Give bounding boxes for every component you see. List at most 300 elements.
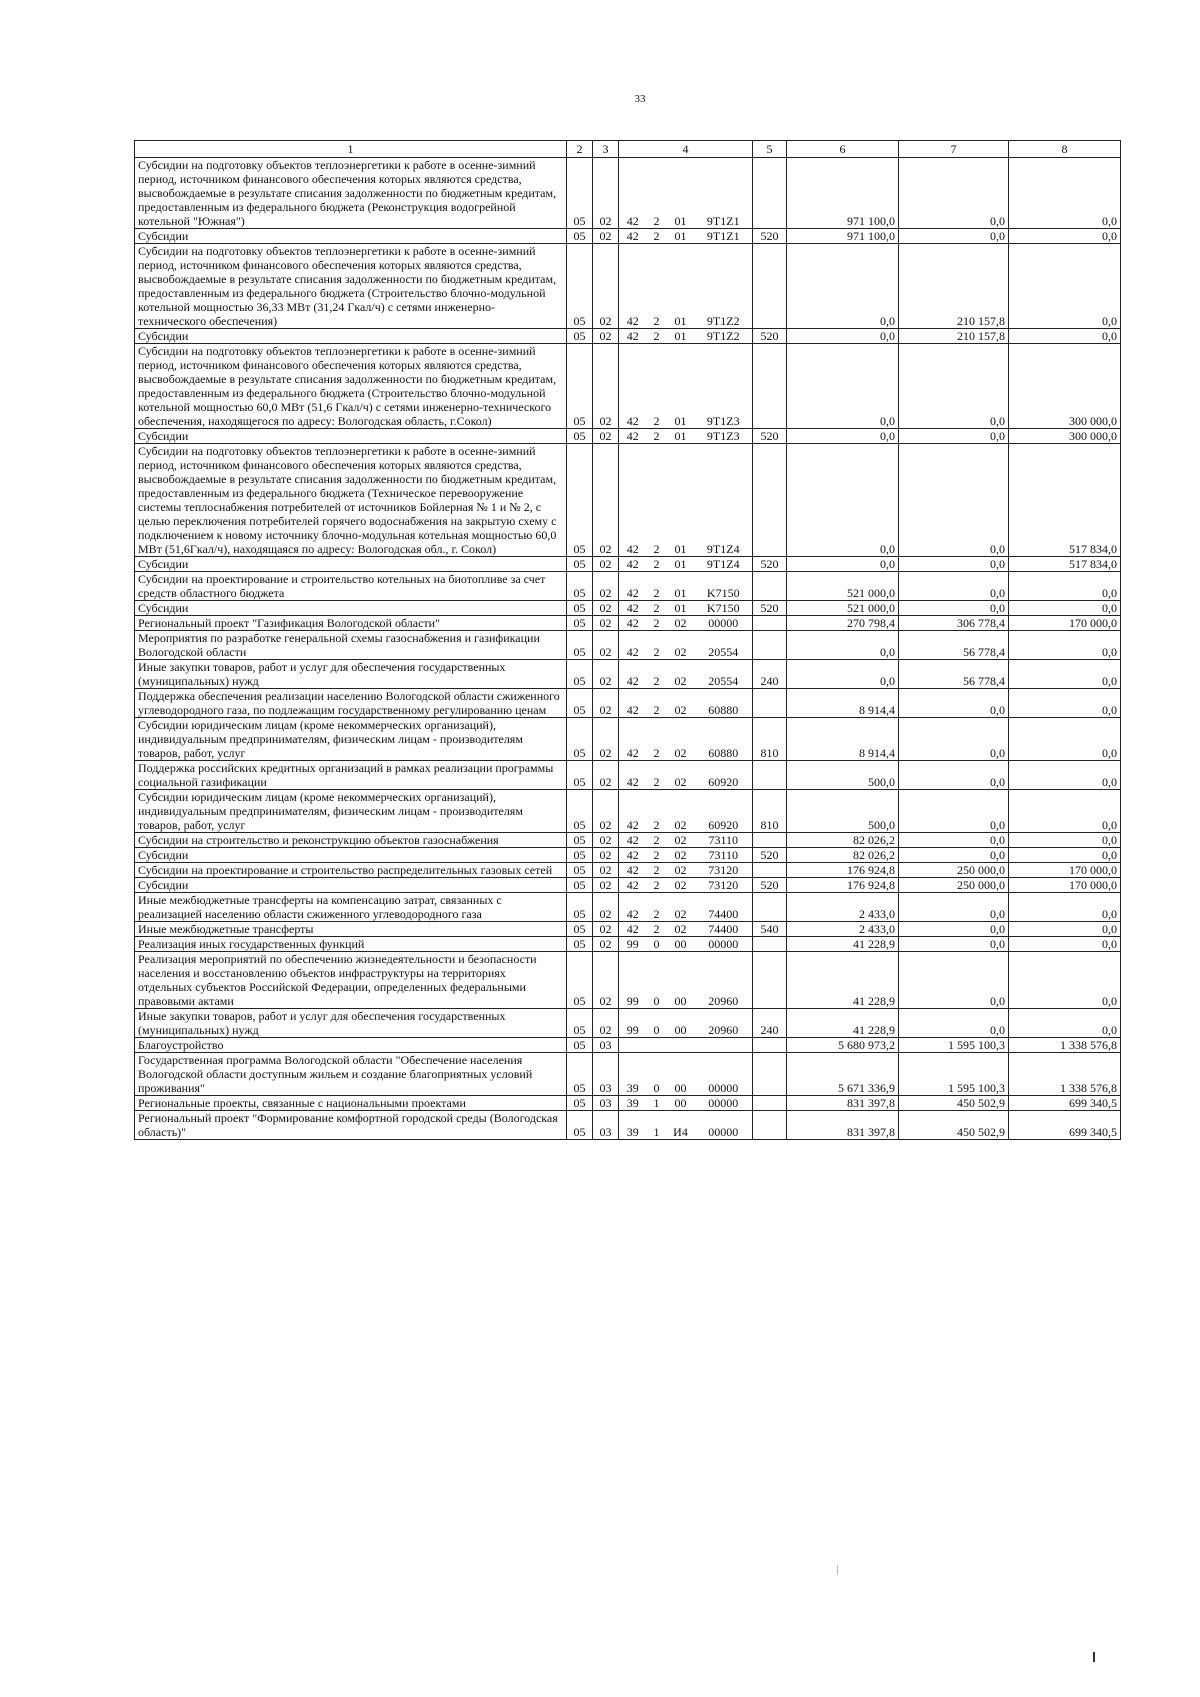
table-row	[135, 718, 1121, 761]
row-name: Реализация иных государственных функций	[135, 937, 567, 952]
row-section: 05	[567, 158, 593, 229]
row-name: Субсидии	[135, 848, 567, 863]
row-expense-type: 520	[753, 878, 787, 893]
row-target-direction: 74400	[695, 893, 753, 922]
row-sum-year2: 210 157,8	[899, 244, 1009, 329]
row-target-event: 02	[667, 631, 695, 660]
row-target-program: 42	[619, 689, 647, 718]
row-subsection: 02	[593, 718, 619, 761]
row-target-event: 00	[667, 1096, 695, 1111]
row-target-event: 00	[667, 952, 695, 1009]
row-target-program: 42	[619, 631, 647, 660]
row-subsection: 02	[593, 937, 619, 952]
row-target-direction: 00000	[695, 1111, 753, 1140]
row-target-subprogram: 2	[647, 429, 667, 444]
row-subsection: 02	[593, 878, 619, 893]
row-target-subprogram: 2	[647, 833, 667, 848]
row-sum-year1: 0,0	[787, 444, 899, 557]
row-target-direction: 20960	[695, 952, 753, 1009]
row-sum-year2: 250 000,0	[899, 863, 1009, 878]
row-section: 05	[567, 878, 593, 893]
row-target-program: 42	[619, 229, 647, 244]
row-subsection: 02	[593, 631, 619, 660]
scan-mark	[837, 1565, 838, 1575]
row-name: Субсидии	[135, 601, 567, 616]
row-sum-year2: 0,0	[899, 952, 1009, 1009]
row-target-subprogram: 2	[647, 229, 667, 244]
row-sum-year3: 0,0	[1009, 1009, 1121, 1038]
row-section: 05	[567, 229, 593, 244]
row-sum-year2: 210 157,8	[899, 329, 1009, 344]
row-target-event: 01	[667, 229, 695, 244]
table-row	[135, 848, 1121, 863]
row-target-direction: 00000	[695, 937, 753, 952]
row-name: Региональные проекты, связанные с национальными проектами	[135, 1096, 567, 1111]
row-target-program: 42	[619, 660, 647, 689]
row-subsection: 02	[593, 660, 619, 689]
row-target-subprogram: 2	[647, 878, 667, 893]
row-subsection: 02	[593, 952, 619, 1009]
row-section: 05	[567, 718, 593, 761]
row-expense-type	[753, 863, 787, 878]
row-sum-year2: 0,0	[899, 833, 1009, 848]
row-subsection: 02	[593, 158, 619, 229]
table-row	[135, 660, 1121, 689]
table-row	[135, 158, 1121, 229]
header-col-8: 8	[1009, 141, 1121, 158]
row-target-direction: 9T1Z4	[695, 557, 753, 572]
row-sum-year3: 0,0	[1009, 922, 1121, 937]
row-sum-year1: 176 924,8	[787, 878, 899, 893]
row-target-event: 02	[667, 893, 695, 922]
row-target-program: 42	[619, 158, 647, 229]
row-target-event: 00	[667, 937, 695, 952]
row-subsection: 02	[593, 229, 619, 244]
scan-mark	[1093, 1652, 1095, 1662]
row-target-direction: 73110	[695, 848, 753, 863]
row-target-subprogram: 2	[647, 848, 667, 863]
row-sum-year3: 0,0	[1009, 833, 1121, 848]
row-subsection: 02	[593, 557, 619, 572]
row-expense-type	[753, 631, 787, 660]
row-sum-year3: 699 340,5	[1009, 1111, 1121, 1140]
row-target-event: 02	[667, 790, 695, 833]
row-subsection: 02	[593, 244, 619, 329]
row-section: 05	[567, 344, 593, 429]
row-name: Поддержка российских кредитных организаций в рамках реализации программы социальной газификации	[135, 761, 567, 790]
header-col-2: 2	[567, 141, 593, 158]
row-expense-type	[753, 344, 787, 429]
row-expense-type	[753, 1096, 787, 1111]
row-section: 05	[567, 572, 593, 601]
row-target-subprogram: 2	[647, 444, 667, 557]
row-target-subprogram: 2	[647, 244, 667, 329]
row-sum-year2: 0,0	[899, 557, 1009, 572]
row-sum-year2: 1 595 100,3	[899, 1038, 1009, 1053]
table-row	[135, 557, 1121, 572]
row-sum-year1: 831 397,8	[787, 1096, 899, 1111]
row-target-program: 42	[619, 922, 647, 937]
row-sum-year3: 0,0	[1009, 329, 1121, 344]
row-sum-year1: 521 000,0	[787, 572, 899, 601]
row-name: Иные закупки товаров, работ и услуг для обеспечения государственных (муниципальных) нужд	[135, 1009, 567, 1038]
row-target-direction: 00000	[695, 1053, 753, 1096]
row-name: Субсидии	[135, 229, 567, 244]
page-number: 33	[634, 93, 646, 105]
row-sum-year1: 0,0	[787, 344, 899, 429]
row-target-subprogram: 2	[647, 689, 667, 718]
row-expense-type	[753, 1038, 787, 1053]
row-subsection: 02	[593, 848, 619, 863]
row-subsection: 02	[593, 893, 619, 922]
row-target-event: 01	[667, 429, 695, 444]
row-target-event: 02	[667, 718, 695, 761]
row-target-subprogram: 1	[647, 1111, 667, 1140]
row-name: Благоустройство	[135, 1038, 567, 1053]
row-sum-year1: 0,0	[787, 329, 899, 344]
row-sum-year3: 0,0	[1009, 848, 1121, 863]
header-col-1: 1	[135, 141, 567, 158]
row-subsection: 03	[593, 1111, 619, 1140]
row-sum-year1: 0,0	[787, 244, 899, 329]
row-target-event: 02	[667, 616, 695, 631]
row-target-subprogram: 2	[647, 660, 667, 689]
row-target-direction: 9T1Z1	[695, 229, 753, 244]
row-sum-year1: 2 433,0	[787, 893, 899, 922]
table-row	[135, 244, 1121, 329]
row-sum-year3: 0,0	[1009, 601, 1121, 616]
row-sum-year3: 0,0	[1009, 790, 1121, 833]
row-sum-year2: 0,0	[899, 158, 1009, 229]
row-target-program: 42	[619, 893, 647, 922]
row-sum-year1: 41 228,9	[787, 952, 899, 1009]
row-sum-year3: 170 000,0	[1009, 878, 1121, 893]
row-sum-year2: 0,0	[899, 790, 1009, 833]
row-sum-year1: 0,0	[787, 660, 899, 689]
row-sum-year3: 0,0	[1009, 761, 1121, 790]
row-target-direction: 73120	[695, 863, 753, 878]
row-target-program: 99	[619, 937, 647, 952]
row-subsection: 02	[593, 761, 619, 790]
row-target-program: 42	[619, 572, 647, 601]
row-target-subprogram: 2	[647, 329, 667, 344]
row-expense-type	[753, 952, 787, 1009]
row-sum-year3: 0,0	[1009, 244, 1121, 329]
row-sum-year1: 971 100,0	[787, 158, 899, 229]
row-expense-type: 520	[753, 329, 787, 344]
row-target-event: 02	[667, 848, 695, 863]
row-expense-type	[753, 1053, 787, 1096]
row-target-event: 01	[667, 444, 695, 557]
row-expense-type: 810	[753, 790, 787, 833]
row-section: 05	[567, 922, 593, 937]
row-expense-type: 540	[753, 922, 787, 937]
row-subsection: 02	[593, 922, 619, 937]
row-name: Субсидии на проектирование и строительство распределительных газовых сетей	[135, 863, 567, 878]
row-name: Субсидии на подготовку объектов теплоэнергетики к работе в осенне-зимний период, источником финансового обеспечения которых являются средства, высвобождаемые в результате списания задолженности по бюджетным кредитам, предоставленным из федерального бюджета (Реконструкция водогрейной котельной "Южная")	[135, 158, 567, 229]
row-sum-year1: 5 671 336,9	[787, 1053, 899, 1096]
row-expense-type	[753, 937, 787, 952]
table-row	[135, 1009, 1121, 1038]
row-target-direction: 9T1Z1	[695, 158, 753, 229]
row-target-subprogram: 2	[647, 557, 667, 572]
row-expense-type: 520	[753, 429, 787, 444]
row-target-direction: 9T1Z3	[695, 429, 753, 444]
row-name: Субсидии	[135, 329, 567, 344]
row-target-program: 99	[619, 1009, 647, 1038]
row-sum-year3: 0,0	[1009, 572, 1121, 601]
row-name: Государственная программа Вологодской области "Обеспечение населения Вологодской области доступным жильем и создание благоприятных условий проживания"	[135, 1053, 567, 1096]
row-sum-year2: 0,0	[899, 429, 1009, 444]
row-sum-year3: 699 340,5	[1009, 1096, 1121, 1111]
row-expense-type	[753, 572, 787, 601]
row-subsection: 02	[593, 790, 619, 833]
row-sum-year1: 41 228,9	[787, 1009, 899, 1038]
row-subsection: 02	[593, 601, 619, 616]
row-target-program: 42	[619, 848, 647, 863]
row-target-subprogram	[647, 1038, 667, 1053]
row-sum-year3: 0,0	[1009, 893, 1121, 922]
row-target-program: 39	[619, 1053, 647, 1096]
row-subsection: 02	[593, 344, 619, 429]
table-row	[135, 1038, 1121, 1053]
row-sum-year2: 0,0	[899, 601, 1009, 616]
row-name: Иные межбюджетные трансферты на компенсацию затрат, связанных с реализацией населению области сжиженного углеводородного газа	[135, 893, 567, 922]
table-row	[135, 878, 1121, 893]
row-section: 05	[567, 429, 593, 444]
row-name: Субсидии	[135, 429, 567, 444]
header-col-7: 7	[899, 141, 1009, 158]
row-target-direction: 73110	[695, 833, 753, 848]
row-expense-type	[753, 616, 787, 631]
row-sum-year1: 500,0	[787, 761, 899, 790]
row-target-program: 42	[619, 790, 647, 833]
row-sum-year2: 56 778,4	[899, 631, 1009, 660]
row-sum-year2: 306 778,4	[899, 616, 1009, 631]
table-row	[135, 229, 1121, 244]
row-sum-year2: 0,0	[899, 718, 1009, 761]
row-section: 05	[567, 790, 593, 833]
row-name: Субсидии на подготовку объектов теплоэнергетики к работе в осенне-зимний период, источником финансового обеспечения которых являются средства, высвобождаемые в результате списания задолженности по бюджетным кредитам, предоставленным из федерального бюджета (Строительство блочно-модульной котельной мощностью 60,0 МВт (51,6 Гкал/ч) с сетями инженерно-технического обеспечения, находящегося по адресу: Вологодская область, г.Сокол)	[135, 344, 567, 429]
row-subsection: 02	[593, 863, 619, 878]
row-expense-type	[753, 158, 787, 229]
row-target-event	[667, 1038, 695, 1053]
row-target-direction: 60920	[695, 761, 753, 790]
row-target-event: 01	[667, 557, 695, 572]
row-target-program	[619, 1038, 647, 1053]
row-sum-year2: 450 502,9	[899, 1111, 1009, 1140]
table-row	[135, 601, 1121, 616]
row-target-program: 39	[619, 1096, 647, 1111]
row-target-program: 42	[619, 344, 647, 429]
row-name: Субсидии	[135, 557, 567, 572]
row-target-subprogram: 2	[647, 761, 667, 790]
budget-table	[134, 140, 1121, 1140]
row-target-subprogram: 0	[647, 937, 667, 952]
row-target-subprogram: 2	[647, 893, 667, 922]
row-target-event: 02	[667, 863, 695, 878]
row-target-direction: 20960	[695, 1009, 753, 1038]
row-name: Мероприятия по разработке генеральной схемы газоснабжения и газификации Вологодской области	[135, 631, 567, 660]
row-subsection: 02	[593, 444, 619, 557]
row-section: 05	[567, 1053, 593, 1096]
row-subsection: 02	[593, 1009, 619, 1038]
row-section: 05	[567, 863, 593, 878]
row-section: 05	[567, 848, 593, 863]
row-expense-type	[753, 689, 787, 718]
row-sum-year2: 0,0	[899, 937, 1009, 952]
row-target-direction: 9T1Z2	[695, 244, 753, 329]
row-target-event: 01	[667, 601, 695, 616]
row-name: Региональный проект "Газификация Вологодской области"	[135, 616, 567, 631]
row-subsection: 02	[593, 329, 619, 344]
row-section: 05	[567, 660, 593, 689]
row-sum-year2: 0,0	[899, 572, 1009, 601]
row-expense-type: 520	[753, 557, 787, 572]
row-subsection: 02	[593, 689, 619, 718]
row-target-program: 42	[619, 761, 647, 790]
row-target-event: 00	[667, 1009, 695, 1038]
row-sum-year1: 971 100,0	[787, 229, 899, 244]
row-target-direction: K7150	[695, 601, 753, 616]
row-name: Региональный проект "Формирование комфортной городской среды (Вологодская область)"	[135, 1111, 567, 1140]
row-target-program: 42	[619, 863, 647, 878]
row-name: Субсидии на подготовку объектов теплоэнергетики к работе в осенне-зимний период, источником финансового обеспечения которых являются средства, высвобождаемые в результате списания задолженности по бюджетным кредитам, предоставленным из федерального бюджета (Техническое перевооружение системы теплоснабжения потребителей от источников Бойлерная № 1 и № 2, с целью переключения потребителей горячего водоснабжения на закрытую схему с подключением к новому источнику блочно-модульная котельная мощностью 60,0 МВт (51,6Гкал/ч), находящаяся по адресу: Вологодская обл., г. Сокол)	[135, 444, 567, 557]
row-target-event: 02	[667, 660, 695, 689]
row-target-event: 02	[667, 922, 695, 937]
row-section: 05	[567, 601, 593, 616]
table-row	[135, 790, 1121, 833]
row-target-event: 01	[667, 344, 695, 429]
row-target-program: 42	[619, 444, 647, 557]
row-target-event: 02	[667, 761, 695, 790]
row-target-program: 42	[619, 557, 647, 572]
row-target-direction: 60880	[695, 718, 753, 761]
row-target-subprogram: 1	[647, 1096, 667, 1111]
row-expense-type	[753, 1111, 787, 1140]
row-sum-year3: 517 834,0	[1009, 444, 1121, 557]
row-sum-year3: 0,0	[1009, 718, 1121, 761]
table-row	[135, 922, 1121, 937]
row-sum-year1: 500,0	[787, 790, 899, 833]
row-sum-year3: 0,0	[1009, 952, 1121, 1009]
row-subsection: 02	[593, 833, 619, 848]
row-expense-type: 240	[753, 660, 787, 689]
row-section: 05	[567, 616, 593, 631]
row-target-direction: 00000	[695, 1096, 753, 1111]
row-section: 05	[567, 1038, 593, 1053]
row-target-direction	[695, 1038, 753, 1053]
row-sum-year1: 270 798,4	[787, 616, 899, 631]
row-target-direction: 20554	[695, 660, 753, 689]
row-sum-year3: 517 834,0	[1009, 557, 1121, 572]
row-expense-type: 520	[753, 601, 787, 616]
row-target-event: 02	[667, 878, 695, 893]
table-row	[135, 429, 1121, 444]
table-row	[135, 863, 1121, 878]
row-name: Субсидии на строительство и реконструкцию объектов газоснабжения	[135, 833, 567, 848]
row-subsection: 03	[593, 1053, 619, 1096]
header-col-3: 3	[593, 141, 619, 158]
row-name: Иные межбюджетные трансферты	[135, 922, 567, 937]
row-subsection: 03	[593, 1038, 619, 1053]
row-section: 05	[567, 329, 593, 344]
row-target-event: 01	[667, 572, 695, 601]
row-target-direction: 9T1Z3	[695, 344, 753, 429]
row-target-direction: 74400	[695, 922, 753, 937]
header-col-4: 4	[619, 141, 753, 158]
row-section: 05	[567, 1111, 593, 1140]
table-row	[135, 1111, 1121, 1140]
row-sum-year1: 176 924,8	[787, 863, 899, 878]
row-target-program: 99	[619, 952, 647, 1009]
row-sum-year1: 521 000,0	[787, 601, 899, 616]
header-row	[135, 141, 1121, 158]
row-subsection: 02	[593, 616, 619, 631]
row-sum-year3: 1 338 576,8	[1009, 1053, 1121, 1096]
row-sum-year2: 0,0	[899, 922, 1009, 937]
row-target-event: 02	[667, 689, 695, 718]
row-target-program: 42	[619, 878, 647, 893]
table-row	[135, 444, 1121, 557]
row-sum-year2: 0,0	[899, 444, 1009, 557]
row-sum-year2: 0,0	[899, 893, 1009, 922]
table-row	[135, 761, 1121, 790]
row-target-subprogram: 2	[647, 863, 667, 878]
row-sum-year3: 0,0	[1009, 158, 1121, 229]
row-target-subprogram: 2	[647, 631, 667, 660]
row-expense-type	[753, 244, 787, 329]
row-sum-year1: 0,0	[787, 557, 899, 572]
row-target-subprogram: 2	[647, 601, 667, 616]
row-target-direction: K7150	[695, 572, 753, 601]
row-sum-year2: 0,0	[899, 1009, 1009, 1038]
row-name: Субсидии юридическим лицам (кроме некоммерческих организаций), индивидуальным предпринимателям, физическим лицам - производителям товаров, работ, услуг	[135, 790, 567, 833]
row-target-event: 01	[667, 244, 695, 329]
row-expense-type: 520	[753, 848, 787, 863]
table-row	[135, 344, 1121, 429]
row-sum-year3: 170 000,0	[1009, 863, 1121, 878]
row-sum-year1: 2 433,0	[787, 922, 899, 937]
row-sum-year1: 82 026,2	[787, 848, 899, 863]
table-row	[135, 616, 1121, 631]
table-row	[135, 952, 1121, 1009]
row-sum-year2: 250 000,0	[899, 878, 1009, 893]
row-section: 05	[567, 761, 593, 790]
row-target-program: 39	[619, 1111, 647, 1140]
row-section: 05	[567, 444, 593, 557]
row-target-subprogram: 0	[647, 1009, 667, 1038]
row-target-event: 00	[667, 1053, 695, 1096]
table-row	[135, 1096, 1121, 1111]
row-name: Субсидии юридическим лицам (кроме некоммерческих организаций), индивидуальным предпринимателям, физическим лицам - производителям товаров, работ, услуг	[135, 718, 567, 761]
row-name: Реализация мероприятий по обеспечению жизнедеятельности и безопасности населения и восстановлению объектов инфраструктуры на территориях отдельных субъектов Российской Федерации, определенных федеральными правовыми актами	[135, 952, 567, 1009]
row-target-event: 01	[667, 329, 695, 344]
row-target-direction: 60880	[695, 689, 753, 718]
row-sum-year3: 170 000,0	[1009, 616, 1121, 631]
row-target-event: 01	[667, 158, 695, 229]
row-sum-year2: 0,0	[899, 761, 1009, 790]
row-target-program: 42	[619, 833, 647, 848]
row-target-direction: 00000	[695, 616, 753, 631]
row-sum-year2: 0,0	[899, 229, 1009, 244]
row-target-subprogram: 2	[647, 344, 667, 429]
table-row	[135, 689, 1121, 718]
row-sum-year1: 5 680 973,2	[787, 1038, 899, 1053]
row-sum-year1: 0,0	[787, 429, 899, 444]
row-sum-year1: 0,0	[787, 631, 899, 660]
row-section: 05	[567, 557, 593, 572]
